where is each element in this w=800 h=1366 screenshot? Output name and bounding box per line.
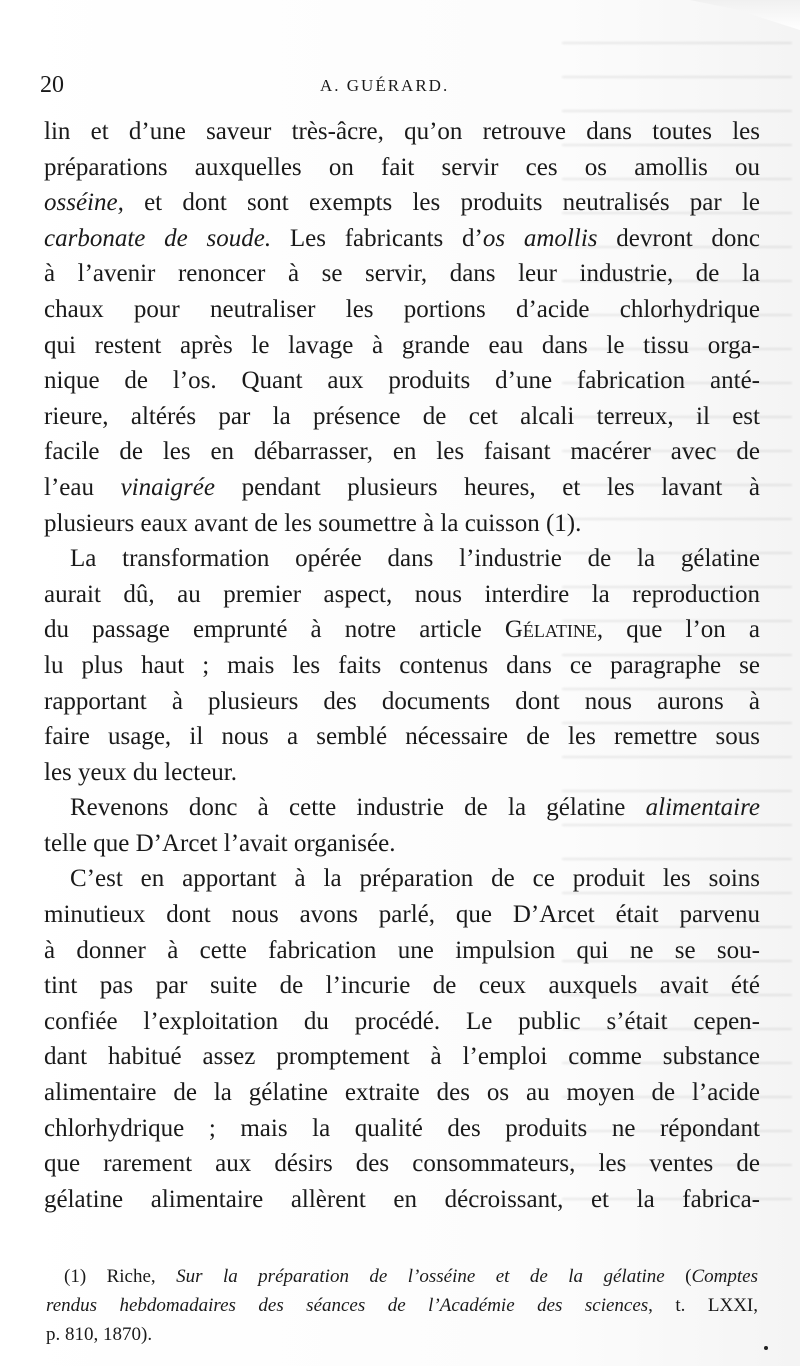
text-line: tint pas par suite de l’incurie de ceux auxquels avait été: [44, 972, 760, 1000]
text-line: chlorhydrique ; mais la qualité des produits ne répondant: [44, 1114, 760, 1142]
text-line: confiée l’exploitation du procédé. Le public s’était cepen-: [44, 1007, 760, 1035]
footnote-line: [46, 1262, 758, 1291]
text-line: chaux pour neutraliser les portions d’acide chlorhydrique: [44, 295, 760, 323]
text-line: C’est en apportant à la préparation de ce produit les soins: [70, 865, 760, 893]
text-run: , que l’on a: [596, 616, 760, 644]
text-line: minutieux dont nous avons parlé, que D’Arcet était parvenu: [44, 901, 760, 929]
page-header: [40, 72, 760, 108]
text-line: les yeux du lecteur.: [44, 758, 237, 786]
text-line: lin et d’une saveur très-âcre, qu’on retrouve dans toutes les: [44, 118, 760, 145]
body-text: [44, 114, 760, 1217]
italic-term: osséine,: [44, 189, 124, 217]
footnote-line: p. 810, 1870).: [46, 1324, 153, 1345]
text-line: dant habitué assez promptement à l’emploi comme substance: [44, 1043, 760, 1071]
text-line: telle que D’Arcet l’avait organisée.: [44, 829, 396, 857]
italic-term: Sur la préparation de l’osséine et de la gélatine: [176, 1266, 665, 1287]
footnote-line: [46, 1291, 758, 1320]
running-head: A. GUÉRARD.: [320, 76, 450, 95]
text-run: pendant plusieurs heures, et les lavant à: [214, 473, 760, 501]
text-run: du passage emprunté à notre article: [44, 616, 505, 644]
footnote: [46, 1262, 758, 1349]
text-line: aurait dû, au premier aspect, nous interdire la reproduction: [44, 580, 760, 608]
smallcaps-term: Gélatine: [504, 616, 597, 644]
text-line: faire usage, il nous a semblé nécessaire de les remettre sous: [44, 723, 760, 751]
text-line: [44, 790, 760, 826]
italic-term: rendus hebdomadaires des séances de l’Académie des sciences: [46, 1295, 649, 1316]
text-run: Revenons donc à cette industrie de la gélatine: [70, 794, 646, 822]
text-run: (1) Riche,: [64, 1266, 177, 1287]
text-line: qui restent après le lavage à grande eau dans le tissu orga-: [44, 331, 760, 359]
text-run: et dont sont exempts les produits neutralisés par le: [123, 189, 760, 217]
text-run: l’eau: [44, 473, 121, 501]
text-line: à donner à cette fabrication une impulsion qui ne se sou-: [44, 936, 760, 964]
text-run: devront donc: [597, 224, 760, 252]
text-line: lu plus haut ; mais les faits contenus dans ce paragraphe se: [44, 651, 760, 679]
torn-corner: [690, 0, 800, 30]
text-line: plusieurs eaux avant de les soumettre à la cuisson (1).: [44, 509, 582, 537]
text-line: facile de les en débarrasser, en les faisant macérer avec de: [44, 438, 760, 466]
page-number: 20: [40, 72, 64, 98]
text-run: , t. LXXI,: [648, 1295, 758, 1316]
text-line: à l’avenir renoncer à se servir, dans leur industrie, de la: [44, 260, 760, 288]
italic-term: alimentaire: [645, 794, 760, 822]
text-line: que rarement aux désirs des consommateurs, les ventes de: [44, 1150, 760, 1178]
text-line: alimentaire de la gélatine extraite des os au moyen de l’acide: [44, 1079, 760, 1107]
italic-term: os amollis: [482, 224, 598, 252]
text-line: rieure, altérés par la présence de cet alcali terreux, il est: [44, 402, 760, 430]
italic-term: carbonate de soude.: [44, 224, 272, 252]
text-line: [44, 221, 760, 257]
text-line: gélatine alimentaire allèrent en décroissant, et la fabrica-: [44, 1185, 760, 1213]
text-line: nique de l’os. Quant aux produits d’une fabrication anté-: [44, 367, 760, 395]
text-line: [44, 612, 760, 648]
text-run: Les fabricants d’: [271, 224, 483, 252]
text-line: [44, 470, 760, 506]
text-line: [44, 185, 760, 221]
text-line: préparations auxquelles on fait servir ces os amollis ou: [44, 153, 760, 181]
italic-term: vinaigrée: [120, 473, 215, 501]
text-run: (: [664, 1266, 692, 1287]
text-line: rapportant à plusieurs des documents dont nous aurons à: [44, 687, 760, 715]
ink-speck: [764, 1346, 768, 1350]
italic-term: Comptes: [691, 1266, 758, 1287]
text-line: La transformation opérée dans l’industrie de la gélatine: [70, 545, 760, 573]
